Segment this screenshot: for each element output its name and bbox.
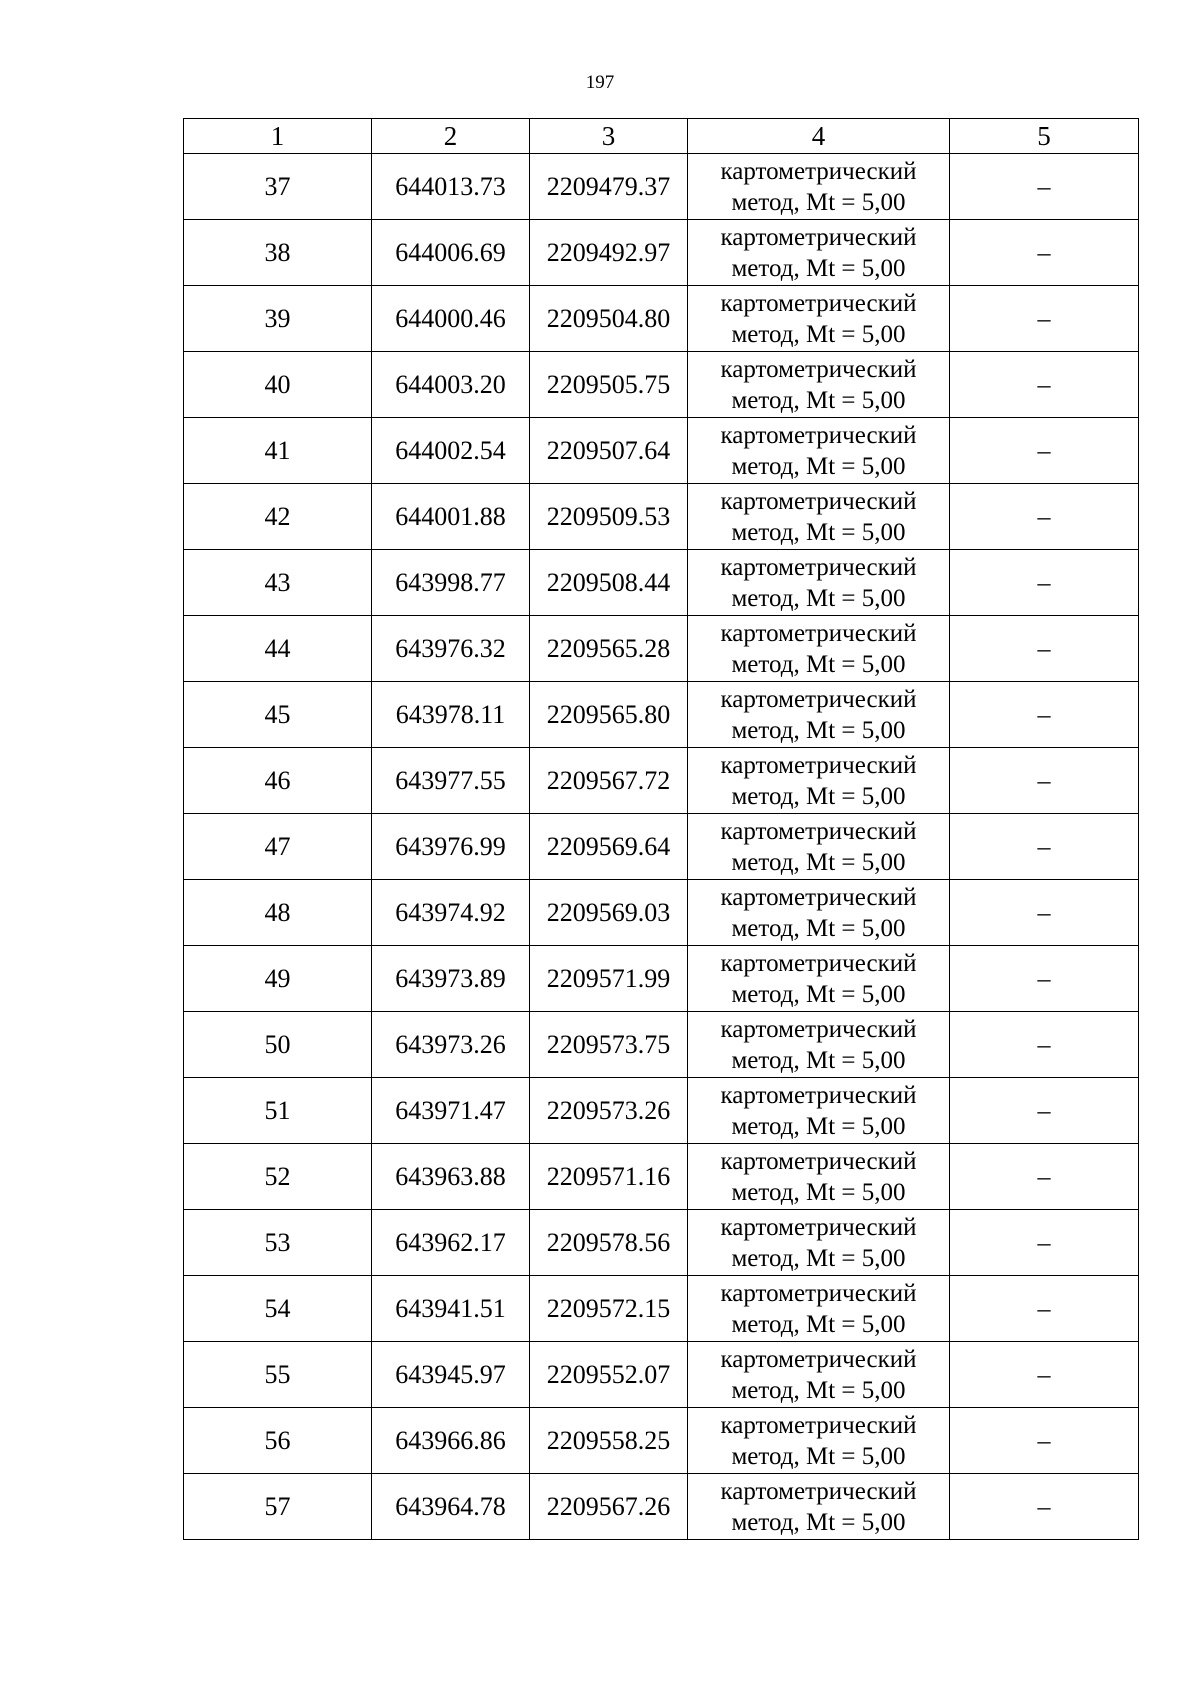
method-cell <box>688 946 950 1012</box>
y-coordinate-cell: 2209507.64 <box>530 418 688 484</box>
note-cell: – <box>950 220 1139 286</box>
table-row <box>184 1408 1139 1474</box>
y-coordinate-cell: 2209565.28 <box>530 616 688 682</box>
note-cell: – <box>950 748 1139 814</box>
point-number-cell: 55 <box>184 1342 372 1408</box>
method-line-1: картометрический <box>720 1015 917 1043</box>
method-line-1: картометрический <box>720 949 917 977</box>
note-cell: – <box>950 286 1139 352</box>
method-cell <box>688 880 950 946</box>
method-line-2: метод, Mt = 5,00 <box>731 386 906 414</box>
method-line-2: метод, Mt = 5,00 <box>731 1244 906 1272</box>
note-cell: – <box>950 1474 1139 1540</box>
point-number-cell: 44 <box>184 616 372 682</box>
table-row <box>184 682 1139 748</box>
note-cell: – <box>950 1144 1139 1210</box>
method-line-2: метод, Mt = 5,00 <box>731 188 906 216</box>
point-number-cell: 38 <box>184 220 372 286</box>
method-cell <box>688 814 950 880</box>
x-coordinate-cell: 643962.17 <box>372 1210 530 1276</box>
y-coordinate-cell: 2209558.25 <box>530 1408 688 1474</box>
point-number-cell: 37 <box>184 154 372 220</box>
method-line-1: картометрический <box>720 619 917 647</box>
y-coordinate-cell: 2209571.99 <box>530 946 688 1012</box>
method-cell <box>688 682 950 748</box>
method-cell <box>688 616 950 682</box>
method-cell <box>688 1474 950 1540</box>
table-row <box>184 484 1139 550</box>
point-number-cell: 46 <box>184 748 372 814</box>
method-line-1: картометрический <box>720 421 917 449</box>
method-line-2: метод, Mt = 5,00 <box>731 1046 906 1074</box>
method-line-2: метод, Mt = 5,00 <box>731 782 906 810</box>
method-line-1: картометрический <box>720 1213 917 1241</box>
x-coordinate-cell: 643978.11 <box>372 682 530 748</box>
method-line-2: метод, Mt = 5,00 <box>731 452 906 480</box>
method-cell <box>688 418 950 484</box>
x-coordinate-cell: 643941.51 <box>372 1276 530 1342</box>
table-row <box>184 1078 1139 1144</box>
x-coordinate-cell: 643964.78 <box>372 1474 530 1540</box>
point-number-cell: 47 <box>184 814 372 880</box>
method-line-1: картометрический <box>720 223 917 251</box>
x-coordinate-cell: 644006.69 <box>372 220 530 286</box>
y-coordinate-cell: 2209479.37 <box>530 154 688 220</box>
y-coordinate-cell: 2209565.80 <box>530 682 688 748</box>
method-line-1: картометрический <box>720 883 917 911</box>
table-row <box>184 154 1139 220</box>
method-line-2: метод, Mt = 5,00 <box>731 1376 906 1404</box>
method-line-1: картометрический <box>720 289 917 317</box>
point-number-cell: 56 <box>184 1408 372 1474</box>
point-number-cell: 42 <box>184 484 372 550</box>
note-cell: – <box>950 1408 1139 1474</box>
y-coordinate-cell: 2209504.80 <box>530 286 688 352</box>
x-coordinate-cell: 644001.88 <box>372 484 530 550</box>
column-header: 1 <box>184 119 372 154</box>
column-header: 2 <box>372 119 530 154</box>
method-cell <box>688 1144 950 1210</box>
table-row <box>184 286 1139 352</box>
table-row <box>184 352 1139 418</box>
method-cell <box>688 1210 950 1276</box>
x-coordinate-cell: 644002.54 <box>372 418 530 484</box>
y-coordinate-cell: 2209573.26 <box>530 1078 688 1144</box>
point-number-cell: 50 <box>184 1012 372 1078</box>
method-line-2: метод, Mt = 5,00 <box>731 1508 906 1536</box>
table-row <box>184 748 1139 814</box>
method-line-2: метод, Mt = 5,00 <box>731 320 906 348</box>
x-coordinate-cell: 643998.77 <box>372 550 530 616</box>
method-line-1: картометрический <box>720 1081 917 1109</box>
table-row <box>184 1342 1139 1408</box>
method-cell <box>688 352 950 418</box>
note-cell: – <box>950 946 1139 1012</box>
y-coordinate-cell: 2209571.16 <box>530 1144 688 1210</box>
y-coordinate-cell: 2209573.75 <box>530 1012 688 1078</box>
point-number-cell: 40 <box>184 352 372 418</box>
y-coordinate-cell: 2209509.53 <box>530 484 688 550</box>
method-cell <box>688 154 950 220</box>
note-cell: – <box>950 154 1139 220</box>
x-coordinate-cell: 644000.46 <box>372 286 530 352</box>
method-line-1: картометрический <box>720 817 917 845</box>
point-number-cell: 43 <box>184 550 372 616</box>
x-coordinate-cell: 643945.97 <box>372 1342 530 1408</box>
table-row <box>184 1276 1139 1342</box>
note-cell: – <box>950 418 1139 484</box>
x-coordinate-cell: 644003.20 <box>372 352 530 418</box>
method-line-1: картометрический <box>720 157 917 185</box>
note-cell: – <box>950 1012 1139 1078</box>
method-line-2: метод, Mt = 5,00 <box>731 1178 906 1206</box>
table-row <box>184 550 1139 616</box>
method-line-2: метод, Mt = 5,00 <box>731 650 906 678</box>
method-cell <box>688 550 950 616</box>
method-cell <box>688 1078 950 1144</box>
method-line-2: метод, Mt = 5,00 <box>731 1442 906 1470</box>
y-coordinate-cell: 2209569.64 <box>530 814 688 880</box>
method-line-1: картометрический <box>720 487 917 515</box>
table-row <box>184 1474 1139 1540</box>
x-coordinate-cell: 644013.73 <box>372 154 530 220</box>
y-coordinate-cell: 2209505.75 <box>530 352 688 418</box>
method-line-2: метод, Mt = 5,00 <box>731 980 906 1008</box>
table-row <box>184 1144 1139 1210</box>
method-cell <box>688 286 950 352</box>
point-number-cell: 54 <box>184 1276 372 1342</box>
method-cell <box>688 1408 950 1474</box>
note-cell: – <box>950 1078 1139 1144</box>
x-coordinate-cell: 643963.88 <box>372 1144 530 1210</box>
y-coordinate-cell: 2209578.56 <box>530 1210 688 1276</box>
coordinates-table <box>183 118 1139 1540</box>
method-line-1: картометрический <box>720 1477 917 1505</box>
method-line-1: картометрический <box>720 1279 917 1307</box>
point-number-cell: 53 <box>184 1210 372 1276</box>
method-cell <box>688 1012 950 1078</box>
x-coordinate-cell: 643971.47 <box>372 1078 530 1144</box>
method-cell <box>688 484 950 550</box>
note-cell: – <box>950 550 1139 616</box>
point-number-cell: 45 <box>184 682 372 748</box>
point-number-cell: 49 <box>184 946 372 1012</box>
note-cell: – <box>950 1276 1139 1342</box>
method-line-2: метод, Mt = 5,00 <box>731 1310 906 1338</box>
table-row <box>184 1012 1139 1078</box>
note-cell: – <box>950 484 1139 550</box>
method-line-1: картометрический <box>720 1345 917 1373</box>
y-coordinate-cell: 2209508.44 <box>530 550 688 616</box>
method-line-2: метод, Mt = 5,00 <box>731 716 906 744</box>
page-number: 197 <box>585 72 615 93</box>
table-row <box>184 616 1139 682</box>
method-line-1: картометрический <box>720 685 917 713</box>
table-row <box>184 1210 1139 1276</box>
method-cell <box>688 748 950 814</box>
note-cell: – <box>950 352 1139 418</box>
method-line-1: картометрический <box>720 751 917 779</box>
column-header: 4 <box>688 119 950 154</box>
table-header-row <box>184 119 1139 154</box>
y-coordinate-cell: 2209567.72 <box>530 748 688 814</box>
point-number-cell: 39 <box>184 286 372 352</box>
table-row <box>184 880 1139 946</box>
note-cell: – <box>950 1342 1139 1408</box>
method-line-1: картометрический <box>720 355 917 383</box>
note-cell: – <box>950 616 1139 682</box>
point-number-cell: 51 <box>184 1078 372 1144</box>
method-line-2: метод, Mt = 5,00 <box>731 254 906 282</box>
point-number-cell: 41 <box>184 418 372 484</box>
method-cell <box>688 220 950 286</box>
method-line-2: метод, Mt = 5,00 <box>731 914 906 942</box>
method-line-2: метод, Mt = 5,00 <box>731 1112 906 1140</box>
y-coordinate-cell: 2209492.97 <box>530 220 688 286</box>
method-line-1: картометрический <box>720 553 917 581</box>
point-number-cell: 52 <box>184 1144 372 1210</box>
point-number-cell: 57 <box>184 1474 372 1540</box>
method-line-1: картометрический <box>720 1411 917 1439</box>
column-header: 5 <box>950 119 1139 154</box>
x-coordinate-cell: 643976.32 <box>372 616 530 682</box>
table-row <box>184 814 1139 880</box>
x-coordinate-cell: 643977.55 <box>372 748 530 814</box>
table-row <box>184 946 1139 1012</box>
table-body <box>184 154 1139 1540</box>
note-cell: – <box>950 682 1139 748</box>
note-cell: – <box>950 1210 1139 1276</box>
note-cell: – <box>950 880 1139 946</box>
method-line-1: картометрический <box>720 1147 917 1175</box>
table-row <box>184 220 1139 286</box>
table-row <box>184 418 1139 484</box>
x-coordinate-cell: 643973.26 <box>372 1012 530 1078</box>
y-coordinate-cell: 2209569.03 <box>530 880 688 946</box>
x-coordinate-cell: 643976.99 <box>372 814 530 880</box>
y-coordinate-cell: 2209552.07 <box>530 1342 688 1408</box>
method-cell <box>688 1276 950 1342</box>
x-coordinate-cell: 643966.86 <box>372 1408 530 1474</box>
method-line-2: метод, Mt = 5,00 <box>731 518 906 546</box>
method-line-2: метод, Mt = 5,00 <box>731 848 906 876</box>
x-coordinate-cell: 643973.89 <box>372 946 530 1012</box>
x-coordinate-cell: 643974.92 <box>372 880 530 946</box>
method-line-2: метод, Mt = 5,00 <box>731 584 906 612</box>
method-cell <box>688 1342 950 1408</box>
y-coordinate-cell: 2209567.26 <box>530 1474 688 1540</box>
y-coordinate-cell: 2209572.15 <box>530 1276 688 1342</box>
note-cell: – <box>950 814 1139 880</box>
column-header: 3 <box>530 119 688 154</box>
point-number-cell: 48 <box>184 880 372 946</box>
